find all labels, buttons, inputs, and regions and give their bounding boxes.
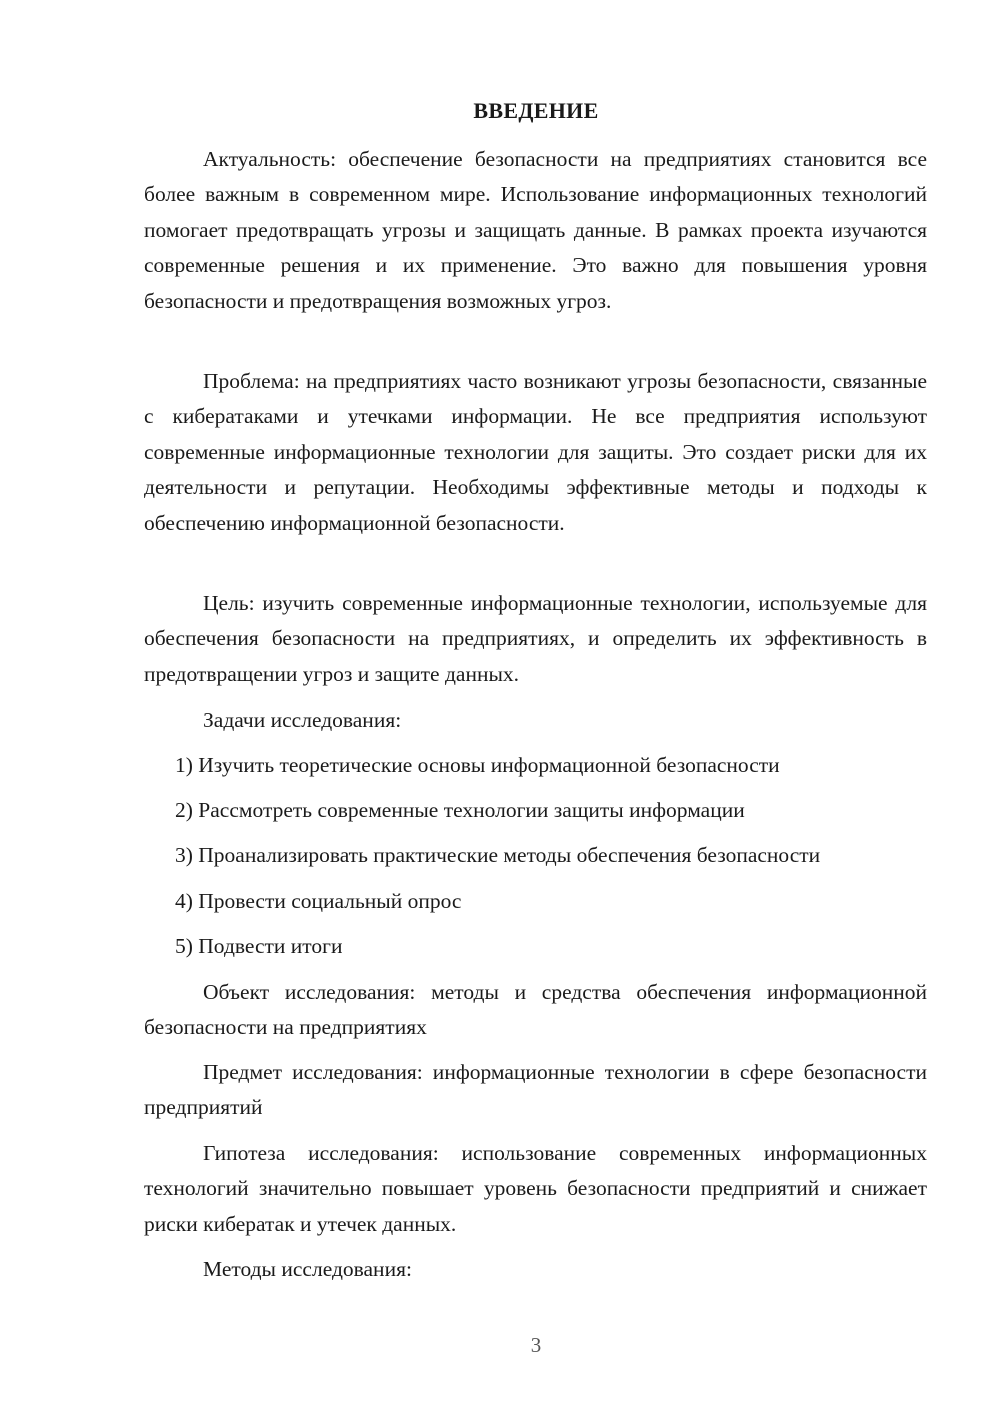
paragraph-subject: Предмет исследования: информационные технологии в сфере безопасности предприятий — [144, 1060, 927, 1120]
paragraph-hypothesis: Гипотеза исследования: использование современных информационных технологий значительно повышает уровень безопасности предприятий и снижает риски кибератак и утечек данных. — [144, 1141, 927, 1236]
paragraph-goal: Цель: изучить современные информационные технологии, используемые для обеспечения безопасности на предприятиях, и определить их эффективность в предотвращении угроз и защите данных. — [144, 591, 927, 686]
task-item-4: 4) Провести социальный опрос — [175, 889, 462, 913]
task-item-5: 5) Подвести итоги — [175, 934, 343, 958]
page-number: 3 — [530, 1333, 542, 1357]
task-item-2: 2) Рассмотреть современные технологии защиты информации — [175, 798, 745, 822]
paragraph-problem: Проблема: на предприятиях часто возникают угрозы безопасности, связанные с кибератаками и утечками информации. Не все предприятия используют современные информационные технологии для защиты. Это создает риски для их деятельности и репутации. Необходимы эффективные методы и подходы к обеспечению информационной безопасности. — [144, 369, 927, 535]
methods-label: Методы исследования: — [203, 1257, 412, 1281]
paragraph-relevance: Актуальность: обеспечение безопасности на предприятиях становится все более важным в современном мире. Использование информационных технологий помогает предотвращать угрозы и защищать данные. В рамках проекта изучаются современные решения и их применение. Это важно для повышения уровня безопасности и предотвращения возможных угроз. — [144, 147, 927, 313]
page-title: ВВЕДЕНИЕ — [473, 98, 599, 123]
task-item-3: 3) Проанализировать практические методы обеспечения безопасности — [175, 843, 821, 867]
paragraph-object: Объект исследования: методы и средства обеспечения информационной безопасности на предприятиях — [144, 980, 927, 1040]
tasks-label: Задачи исследования: — [203, 708, 402, 732]
task-item-1: 1) Изучить теоретические основы информационной безопасности — [175, 753, 780, 777]
